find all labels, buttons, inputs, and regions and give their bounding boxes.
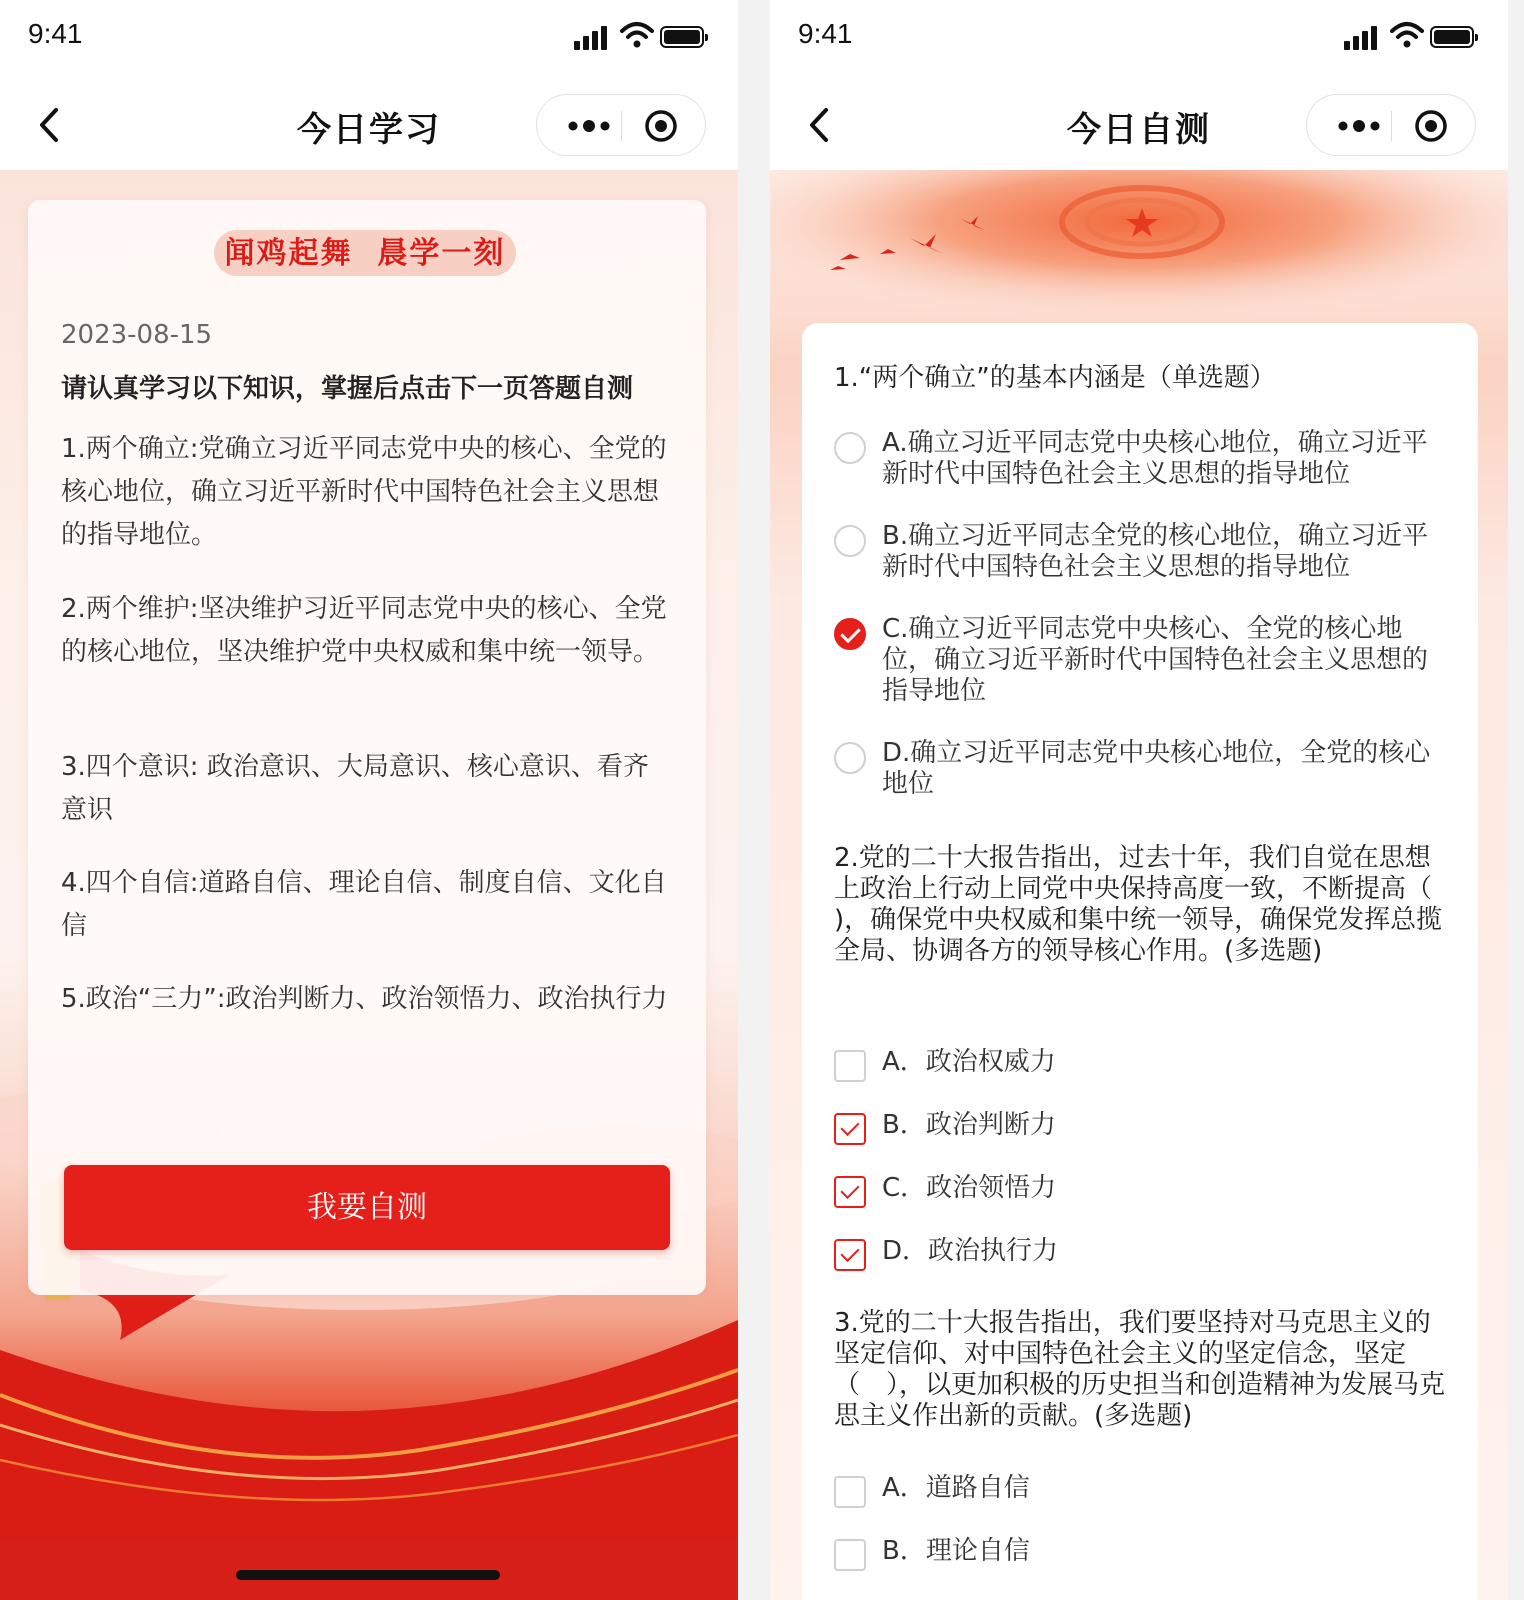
radio-button[interactable] <box>834 432 866 464</box>
target-circle-icon[interactable] <box>1413 108 1449 144</box>
slogan-text: 闻鸡起舞 晨学一刻 <box>224 236 506 271</box>
quiz-card <box>802 323 1478 1600</box>
mini-program-capsule <box>1306 94 1476 156</box>
status-bar <box>0 0 738 80</box>
signal-icon <box>1344 24 1382 50</box>
home-indicator <box>236 1570 500 1580</box>
radio-button[interactable] <box>834 525 866 557</box>
page-title: 今日学习 <box>297 110 441 150</box>
quiz-screen <box>770 0 1508 1600</box>
target-circle-icon[interactable] <box>643 108 679 144</box>
more-dots-icon[interactable] <box>1331 109 1391 143</box>
battery-icon <box>660 26 704 48</box>
knowledge-point-1: 1.两个确立:党确立习近平同志党中央的核心、全党的核心地位，确立习近平新时代中国特色社会主义思想的指导地位。 <box>61 434 667 550</box>
option-label: B．理论自信 <box>882 1536 1030 1566</box>
nav-bar <box>0 80 738 170</box>
option-label: A．道路自信 <box>882 1473 1030 1503</box>
capsule-divider <box>621 111 622 141</box>
wifi-icon <box>1390 20 1424 50</box>
option-label: C．政治领悟力 <box>882 1173 1057 1203</box>
wifi-icon <box>620 20 654 50</box>
mini-program-capsule <box>536 94 706 156</box>
radio-button-checked[interactable] <box>834 618 866 650</box>
status-bar <box>770 0 1508 80</box>
question-2-text: 2.党的二十大报告指出，过去十年，我们自觉在思想上政治上行动上同党中央保持高度一致，不断提高（ )，确保党中央权威和集中统一领导，确保党发挥总揽全局、协调各方的领导核心作用。(多选题) <box>834 843 1443 966</box>
checkbox-checked[interactable] <box>834 1113 866 1145</box>
knowledge-point-2: 2.两个维护:坚决维护习近平同志党中央的核心、全党的核心地位，坚决维护党中央权威和集中统一领导。 <box>61 594 667 667</box>
option-label: C.确立习近平同志党中央核心、全党的核心地位，确立习近平新时代中国特色社会主义思想的指导地位 <box>882 614 1429 706</box>
self-test-button[interactable]: 我要自测 <box>64 1165 670 1250</box>
checkbox-checked[interactable] <box>834 1239 866 1271</box>
status-time: 9:41 <box>798 18 853 49</box>
study-date: 2023-08-15 <box>61 320 213 350</box>
checkbox[interactable] <box>834 1476 866 1508</box>
emblem-banner-decoration <box>770 170 1508 340</box>
checkbox[interactable] <box>834 1539 866 1571</box>
option-label: B.确立习近平同志全党的核心地位，确立习近平新时代中国特色社会主义思想的指导地位 <box>882 521 1429 582</box>
more-dots-icon[interactable] <box>561 109 621 143</box>
option-label: A.确立习近平同志党中央核心地位，确立习近平新时代中国特色社会主义思想的指导地位 <box>882 428 1428 489</box>
nav-bar <box>770 80 1508 170</box>
question-3-text: 3.党的二十大报告指出，我们要坚持对马克思主义的坚定信仰、对中国特色社会主义的坚定信念，坚定（ ），以更加积极的历史担当和创造精神为发展马克思主义作出新的贡献。(多选题) <box>834 1308 1446 1431</box>
option-label: A．政治权威力 <box>882 1047 1056 1077</box>
battery-icon <box>1430 26 1474 48</box>
knowledge-point-4: 4.四个自信:道路自信、理论自信、制度自信、文化自信 <box>61 868 667 941</box>
slogan-badge <box>214 230 516 276</box>
option-label: B．政治判断力 <box>882 1110 1056 1140</box>
radio-button[interactable] <box>834 742 866 774</box>
knowledge-point-3: 3.四个意识: 政治意识、大局意识、核心意识、看齐意识 <box>61 752 649 825</box>
signal-icon <box>574 24 612 50</box>
page-title: 今日自测 <box>1067 110 1211 150</box>
option-label: D．政治执行力 <box>882 1236 1059 1266</box>
capsule-divider <box>1391 111 1392 141</box>
study-instruction: 请认真学习以下知识，掌握后点击下一页答题自测 <box>61 374 634 404</box>
knowledge-point-5: 5.政治“三力”:政治判断力、政治领悟力、政治执行力 <box>61 984 668 1014</box>
question-1-text: 1.“两个确立”的基本内涵是（单选题） <box>834 363 1276 393</box>
option-label: D.确立习近平同志党中央核心地位，全党的核心地位 <box>882 738 1431 799</box>
study-screen <box>0 0 738 1600</box>
status-time: 9:41 <box>28 18 83 49</box>
checkbox-checked[interactable] <box>834 1176 866 1208</box>
checkbox[interactable] <box>834 1050 866 1082</box>
study-card <box>28 200 706 1295</box>
